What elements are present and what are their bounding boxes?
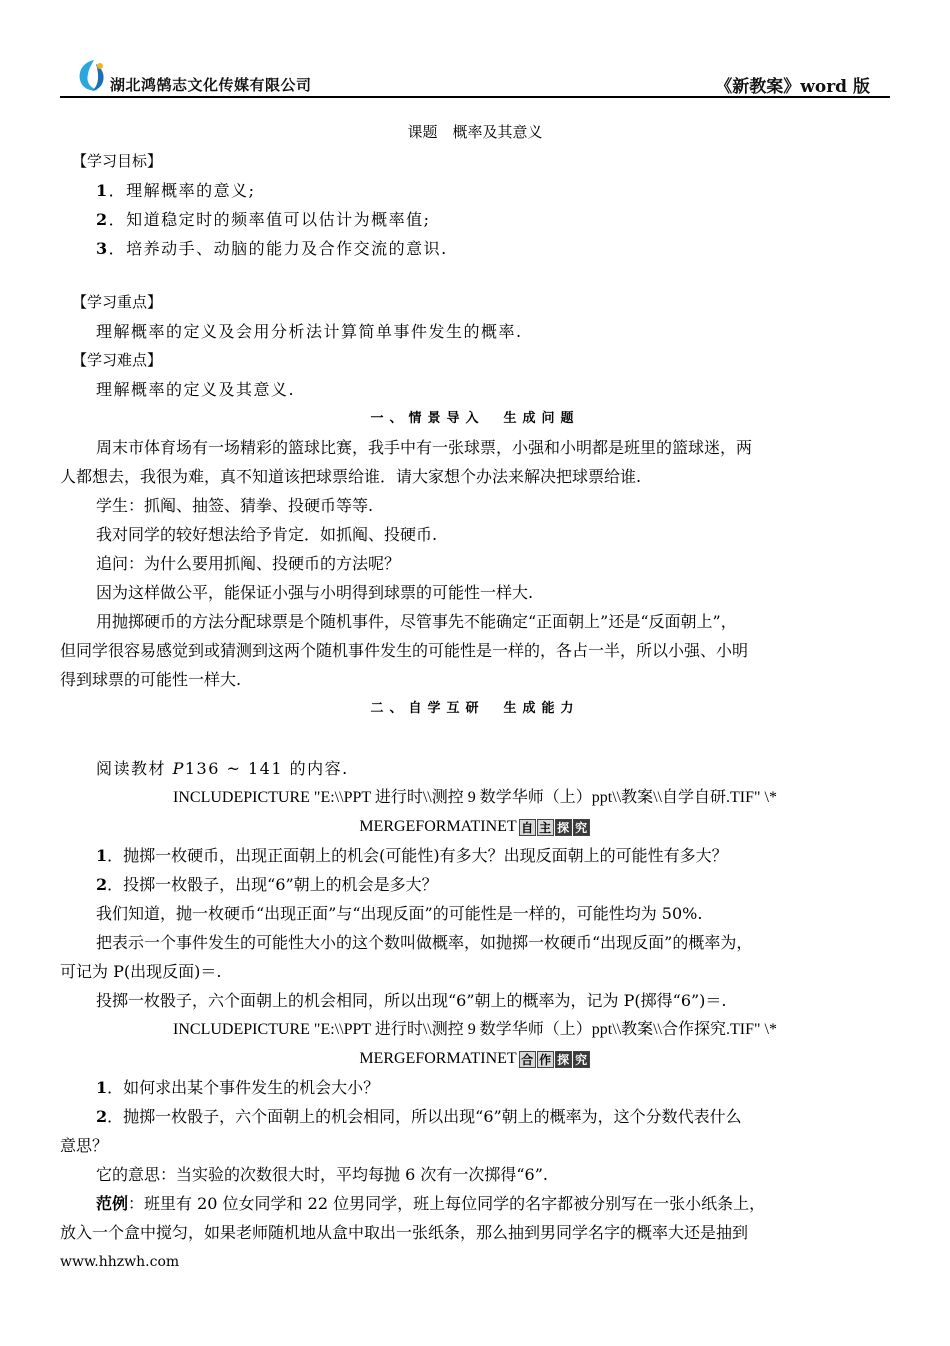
paragraph: 追问：为什么要用抓阄、投硬币的方法呢？ — [96, 554, 401, 573]
paragraph: 可记为 P(出现反面)＝. — [60, 962, 222, 981]
self-study-stamp-icon: 自 主 探 究 — [519, 819, 591, 836]
page-title: 课题 概率及其意义 — [407, 123, 543, 141]
spacer — [60, 263, 890, 288]
objective-item: 2．知道稳定时的频率值可以估计为概率值; — [96, 210, 431, 229]
example-paragraph: 范例：班里有 20 位女同学和 22 位男同学，班上每位同学的名字都被分别写在一张小纸条上， — [96, 1194, 766, 1213]
spacer — [60, 723, 890, 754]
difficulties-heading: 【学习难点】 — [72, 351, 163, 369]
paragraph: 它的意思：当实验的次数很大时，平均每抛 6 次有一次掷得“6”. — [96, 1165, 548, 1184]
objectives-heading: 【学习目标】 — [72, 152, 163, 170]
cooperative-study-stamp-icon: 合 作 探 究 — [519, 1051, 591, 1068]
paragraph: 因为这样做公平，能保证小强与小明得到球票的可能性一样大. — [96, 583, 534, 602]
edition-label: 《新教案》word 版 — [715, 77, 870, 97]
key-points-text: 理解概率的定义及会用分析法计算简单事件发生的概率. — [96, 322, 523, 341]
field-code: MERGEFORMATINET 合 作 探 究 — [60, 1044, 890, 1073]
paragraph: 得到球票的可能性一样大. — [60, 670, 242, 689]
paragraph: 人都想去，我很为难，真不知道该把球票给谁．请大家想个办法来解决把球票给谁. — [60, 467, 642, 486]
section-heading: 一、情景导入 生成问题 — [370, 411, 580, 426]
field-code: INCLUDEPICTURE "E:\\PPT 进行时\\测控 9 数学华师（上）ppt\\教案\\合作探究.TIF" \* — [173, 1021, 777, 1038]
paragraph: 但同学很容易感觉到或猜测到这两个随机事件发生的可能性是一样的，各占一半，所以小强、小明 — [60, 641, 749, 660]
paragraph: 放入一个盒中搅匀，如果老师随机地从盒中取出一张纸条，那么抽到男同学名字的概率大还是抽到 — [60, 1223, 749, 1242]
difficulties-text: 理解概率的定义及其意义. — [96, 380, 296, 399]
reading-assignment: 阅读教材 P136 ~ 141 的内容. — [96, 759, 349, 778]
section-heading: 二、自学互研 生成能力 — [370, 701, 580, 716]
company-logo-icon — [74, 58, 108, 94]
question-item: 2．抛掷一枚骰子，六个面朝上的机会相同，所以出现“6”朝上的概率为，这个分数代表什么 — [96, 1107, 742, 1126]
objective-item: 1．理解概率的意义; — [96, 181, 256, 200]
paragraph: 意思？ — [60, 1136, 109, 1155]
question-item: 1．抛掷一枚硬币，出现正面朝上的机会(可能性)有多大？出现反面朝上的可能性有多大？ — [96, 846, 728, 865]
question-item: 1．如何求出某个事件发生的机会大小？ — [96, 1078, 380, 1097]
paragraph: 我对同学的较好想法给予肯定．如抓阄、投硬币. — [96, 525, 438, 544]
paragraph: 投掷一枚骰子，六个面朝上的机会相同，所以出现“6”朝上的概率为，记为 P(掷得“6”)＝. — [96, 991, 727, 1010]
page-header — [60, 58, 890, 98]
paragraph: 我们知道，抛一枚硬币“出现正面”与“出现反面”的可能性是一样的，可能性均为 50%. — [96, 904, 703, 923]
key-points-heading: 【学习重点】 — [72, 293, 163, 311]
header-divider — [60, 96, 890, 98]
document-body — [60, 118, 890, 1247]
objective-item: 3．培养动手、动脑的能力及合作交流的意识. — [96, 239, 448, 258]
field-code: INCLUDEPICTURE "E:\\PPT 进行时\\测控 9 数学华师（上）ppt\\教案\\自学自研.TIF" \* — [173, 789, 777, 806]
paragraph: 把表示一个事件发生的可能性大小的这个数叫做概率，如抛掷一枚硬币“出现反面”的概率为， — [96, 933, 753, 952]
paragraph: 用抛掷硬币的方法分配球票是个随机事件，尽管事先不能确定“正面朝上”还是“反面朝上”， — [96, 612, 737, 631]
company-name: 湖北鸿鹄志文化传媒有限公司 — [110, 76, 312, 94]
footer-url: www.hhzwh.com — [60, 1254, 180, 1270]
field-code: MERGEFORMATINET 自 主 探 究 — [60, 812, 890, 841]
paragraph: 周末市体育场有一场精彩的篮球比赛，我手中有一张球票，小强和小明都是班里的篮球迷，两 — [96, 438, 753, 457]
question-item: 2．投掷一枚骰子，出现“6”朝上的机会是多大？ — [96, 875, 438, 894]
paragraph: 学生：抓阄、抽签、猜拳、投硬币等等. — [96, 496, 374, 515]
